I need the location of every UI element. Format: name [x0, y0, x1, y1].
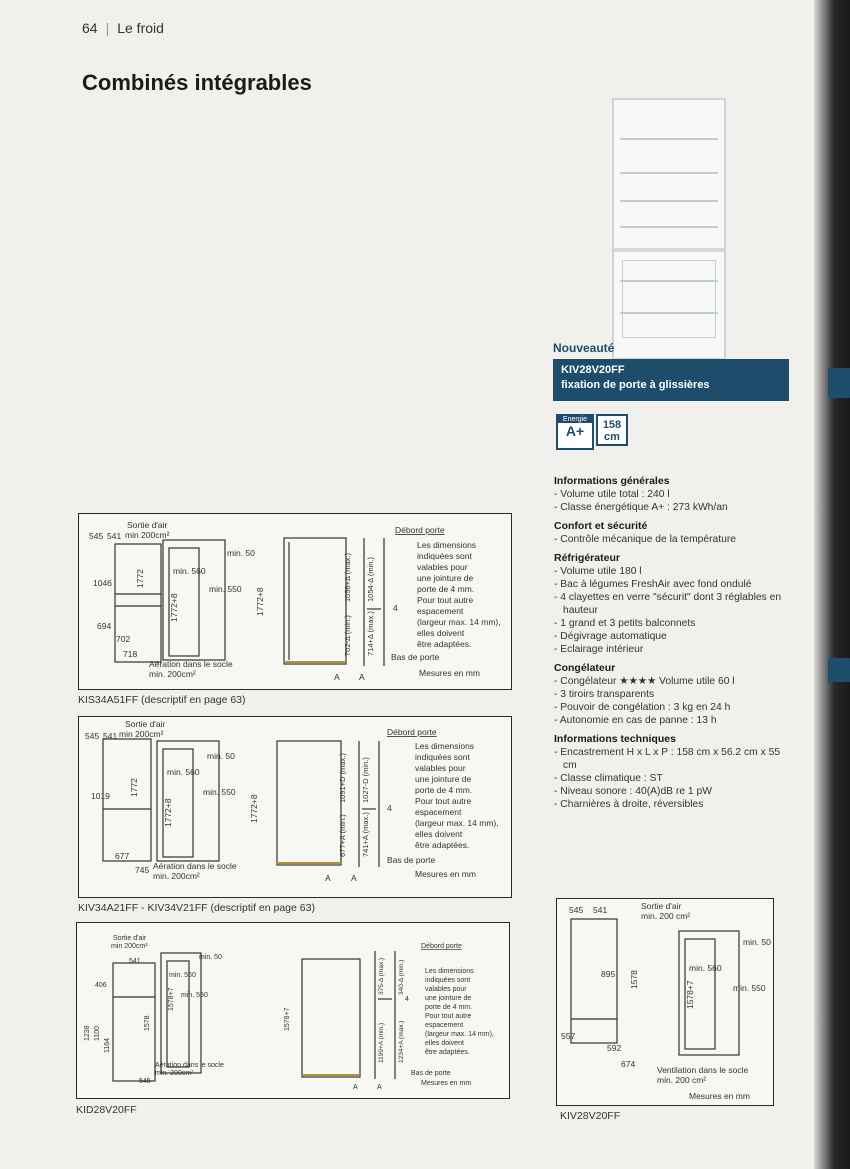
note-line: Les dimensions: [415, 741, 475, 751]
note-line: Les dimensions: [425, 968, 474, 975]
dim-text: 702-Δ (min.): [343, 615, 352, 656]
spec-item: - 3 tiroirs transparents: [554, 688, 794, 701]
section-marker: A: [353, 1084, 358, 1091]
min560-label: min. 560: [167, 767, 200, 777]
air-min-label: min 200cm²: [111, 943, 148, 950]
aeration-min-label: min. 200cm²: [155, 1070, 194, 1077]
diagram-3-caption: KID28V20FF: [76, 1104, 137, 1116]
dim-text: 1772+8: [249, 794, 259, 823]
page-number: 64: [82, 20, 98, 36]
spec-item: - Congélateur ★★★★ Volume utile 60 l: [554, 675, 794, 688]
note-line: (largeur max. 14 mm),: [415, 818, 499, 828]
energy-class-icon: [556, 414, 594, 450]
note-line: Pour tout autre: [415, 796, 472, 806]
note-line: une jointure de: [425, 995, 472, 1002]
dim-text: 545: [85, 731, 100, 741]
section-marker: A: [334, 672, 340, 682]
dim-text: 745: [135, 865, 150, 875]
min50-label: min. 50: [227, 548, 255, 558]
min550-label: min. 550: [209, 584, 242, 594]
aeration-label: Aération dans le socle: [155, 1062, 224, 1069]
dim-text: 1578+7: [685, 980, 695, 1009]
spec-item: - Charnières à droite, réversibles: [554, 798, 794, 811]
note-line: porte de 4 mm.: [425, 1004, 473, 1011]
installation-diagram-1: [78, 513, 512, 690]
note-line: une jointure de: [417, 573, 474, 583]
note-line: (largeur max. 14 mm),: [425, 1031, 494, 1038]
spec-item: - Pouvoir de congélation : 3 kg en 24 h: [554, 701, 794, 714]
air-out-label: Sortie d'air: [641, 901, 682, 911]
spec-heading: Réfrigérateur: [554, 552, 620, 564]
spec-item: - Classe énergétique A+ : 273 kWh/an: [554, 501, 794, 514]
dim-text: 541: [593, 905, 608, 915]
spec-item: - Dégivrage automatique: [554, 630, 794, 643]
spec-heading: Congélateur: [554, 662, 616, 674]
dim-text: 4: [387, 803, 392, 813]
bas-label: Bas de porte: [391, 652, 440, 662]
air-min-label: min. 200 cm²: [641, 911, 691, 921]
model-subtitle: fixation de porte à glissières: [561, 379, 710, 391]
mesures-label: Mesures en mm: [689, 1091, 750, 1101]
dim-text: 1164: [104, 1037, 111, 1053]
dim-text: 1046: [93, 578, 112, 588]
note-line: (largeur max. 14 mm),: [417, 617, 501, 627]
dim-text: 702: [116, 634, 131, 644]
next-page-edge: [814, 0, 850, 1169]
min50-label: min. 50: [199, 954, 222, 961]
min550-label: min. 550: [203, 787, 236, 797]
air-out-label: Sortie d'air: [127, 520, 168, 530]
dim-text: 677: [115, 851, 130, 861]
dim-text: 1054-Δ (min.): [366, 556, 375, 602]
diagram-3-drawing: [77, 923, 509, 1098]
small-diagram-drawing: [557, 899, 773, 1105]
dim-text: 741+A (max.): [361, 812, 370, 857]
new-badge: Nouveauté: [553, 341, 615, 355]
spec-item: - Autonomie en cas de panne : 13 h: [554, 714, 794, 727]
energy-label: Energie: [558, 416, 592, 423]
dim-text: 1578: [629, 970, 639, 989]
spec-list: [554, 470, 794, 811]
dim-text: 545: [569, 905, 584, 915]
height-icon: [596, 414, 628, 446]
aeration-label: Aération dans le socle: [149, 659, 233, 669]
bas-label: Bas de porte: [411, 1070, 451, 1077]
min550-label: min. 550: [181, 992, 208, 999]
next-page-tab-2: [828, 658, 850, 682]
spec-item: - Contrôle mécanique de la température: [554, 533, 794, 546]
dim-text: 677+A (min.): [338, 814, 347, 857]
mesures-label: Mesures en mm: [421, 1080, 472, 1087]
dim-text: 1234+A (max.): [398, 1020, 405, 1063]
min560-label: min. 560: [173, 566, 206, 576]
dim-text: 557: [561, 1031, 576, 1041]
next-page-tab: [828, 368, 850, 398]
dim-text: 545: [139, 1078, 151, 1085]
dim-text: 1091+D (max.): [338, 753, 347, 803]
spec-item: - 4 clayettes en verre "sécurit" dont 3 réglables en hauteur: [554, 591, 794, 617]
dim-text: min. 50: [743, 937, 771, 947]
height-unit: cm: [604, 431, 620, 443]
installation-diagram-2: [78, 716, 512, 898]
debord-label: Débord porte: [421, 943, 462, 950]
note-line: elles doivent: [415, 829, 463, 839]
note-line: indiquées sont: [415, 752, 470, 762]
min560-label: min. 560: [169, 972, 196, 979]
dim-text: 1199+A (min.): [378, 1022, 385, 1063]
dim-text: 1578+7: [284, 1007, 291, 1031]
dim-text: 375-Δ (max.): [378, 957, 385, 995]
installation-diagram-3: [76, 922, 510, 1099]
height-value: 158: [602, 419, 622, 431]
note-line: porte de 4 mm.: [417, 584, 475, 594]
spec-item: - Encastrement H x L x P : 158 cm x 56.2 cm x 55 cm: [554, 746, 794, 772]
spec-item: - Bac à légumes FreshAir avec fond ondulé: [554, 578, 794, 591]
dim-text: 1100: [94, 1025, 101, 1041]
aeration-min-label: min. 200cm²: [153, 871, 200, 881]
ventilation-label: Ventilation dans le socle: [657, 1065, 749, 1075]
dim-text: 895: [601, 969, 616, 979]
section-title: Le froid: [117, 20, 164, 36]
note-line: Pour tout autre: [417, 595, 474, 605]
spec-section: [554, 552, 794, 656]
dim-text: 541: [103, 731, 118, 741]
spec-section: [554, 475, 794, 514]
spec-heading: Informations techniques: [554, 733, 676, 745]
note-line: porte de 4 mm.: [415, 785, 473, 795]
debord-label: Débord porte: [395, 525, 445, 535]
section-marker: A: [359, 672, 365, 682]
dim-text: 541: [107, 531, 122, 541]
note-line: une jointure de: [415, 774, 472, 784]
spec-heading: Confort et sécurité: [554, 520, 648, 532]
dim-text: 718: [123, 649, 138, 659]
note-line: espacement: [425, 1022, 464, 1029]
note-line: indiquées sont: [425, 977, 471, 984]
note-line: indiquées sont: [417, 551, 472, 561]
dim-text: 541: [129, 958, 141, 965]
dim-text: 1578+7: [168, 987, 175, 1011]
page-header: [82, 20, 164, 36]
air-min-label: min 200cm²: [119, 729, 164, 739]
note-line: être adaptées.: [417, 639, 472, 649]
spec-item: - Niveau sonore : 40(A)dB re 1 pW: [554, 785, 794, 798]
spec-item: - Volume utile 180 l: [554, 565, 794, 578]
note-line: espacement: [417, 606, 464, 616]
note-line: être adaptées.: [425, 1049, 470, 1056]
header-separator: |: [105, 20, 110, 36]
note-line: Pour tout autre: [425, 1013, 472, 1020]
spec-heading: Informations générales: [554, 475, 670, 487]
spec-item: - Classe climatique : ST: [554, 772, 794, 785]
installation-diagram-small: [556, 898, 774, 1106]
dim-text: 4: [405, 996, 409, 1003]
aeration-min-label: min. 200cm²: [149, 669, 196, 679]
dim-text: 4: [393, 603, 398, 613]
dim-text: 1772+8: [255, 587, 265, 616]
debord-label: Débord porte: [387, 727, 437, 737]
note-line: espacement: [415, 807, 462, 817]
min50-label: min. 50: [207, 751, 235, 761]
fridge-photo: [612, 98, 726, 360]
dim-text: 1772: [129, 778, 139, 797]
spec-section: [554, 733, 794, 811]
mesures-label: Mesures en mm: [419, 668, 480, 678]
note-line: valables pour: [417, 562, 468, 572]
dim-text: 1578: [144, 1015, 151, 1031]
bas-label: Bas de porte: [387, 855, 436, 865]
spec-section: [554, 520, 794, 546]
spec-item: - Volume utile total : 240 l: [554, 488, 794, 501]
note-line: être adaptées.: [415, 840, 470, 850]
spec-item: - Eclairage intérieur: [554, 643, 794, 656]
dim-text: 1772+8: [163, 798, 173, 827]
dim-text: 1238: [84, 1025, 91, 1041]
section-marker: A: [325, 873, 331, 883]
dim-text: 674: [621, 1059, 636, 1069]
dim-text: 714+Δ (max.): [366, 611, 375, 656]
note-line: valables pour: [415, 763, 466, 773]
air-min-label: min 200cm²: [125, 530, 170, 540]
note-line: valables pour: [425, 986, 467, 993]
dim-text: 340-Δ (min.): [398, 959, 405, 995]
diagram-2-caption: KIV34A21FF - KIV34V21FF (descriptif en page 63): [78, 902, 315, 914]
section-marker: A: [351, 873, 357, 883]
dim-text: 1772: [135, 569, 145, 588]
page-title: Combinés intégrables: [82, 70, 312, 95]
dim-text: 1772+8: [169, 593, 179, 622]
air-out-label: Sortie d'air: [125, 719, 166, 729]
dim-text: 406: [95, 982, 107, 989]
dim-text: 1027-D (min.): [361, 757, 370, 803]
mesures-label: Mesures en mm: [415, 869, 476, 879]
dim-text: 545: [89, 531, 104, 541]
note-line: Les dimensions: [417, 540, 477, 550]
small-diagram-caption: KIV28V20FF: [560, 1110, 621, 1122]
dim-text: 592: [607, 1043, 622, 1053]
model-banner: [553, 359, 789, 401]
air-out-label: Sortie d'air: [113, 935, 147, 942]
section-marker: A: [377, 1084, 382, 1091]
dim-text: min. 550: [733, 983, 766, 993]
note-line: elles doivent: [425, 1040, 464, 1047]
model-name: KIV28V20FF: [561, 364, 625, 376]
diagram-1-drawing: [79, 514, 511, 689]
dim-text: 694: [97, 621, 112, 631]
diagram-2-drawing: [79, 717, 511, 897]
ventilation-min-label: min. 200 cm²: [657, 1075, 707, 1085]
energy-class: A+: [565, 423, 585, 439]
spec-item: - 1 grand et 3 petits balconnets: [554, 617, 794, 630]
aeration-label: Aération dans le socle: [153, 861, 237, 871]
note-line: elles doivent: [417, 628, 465, 638]
dim-text: min. 560: [689, 963, 722, 973]
spec-section: [554, 662, 794, 727]
diagram-1-caption: KIS34A51FF (descriptif en page 63): [78, 694, 246, 706]
dim-text: 1056+Δ (max.): [343, 553, 352, 602]
dim-text: 1019: [91, 791, 110, 801]
